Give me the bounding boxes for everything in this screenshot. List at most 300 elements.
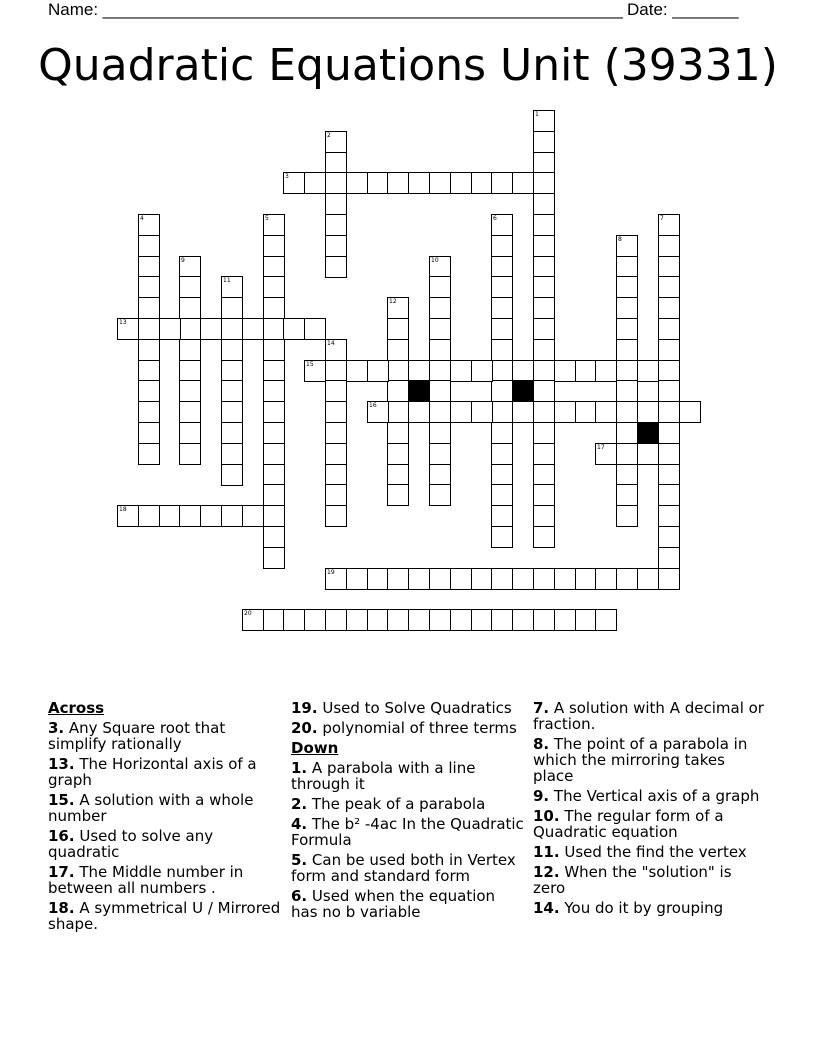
grid-cell[interactable] xyxy=(325,214,347,236)
grid-cell[interactable] xyxy=(658,401,680,423)
grid-cell[interactable] xyxy=(533,172,555,194)
grid-cell[interactable] xyxy=(179,318,201,340)
black-cell xyxy=(408,380,430,402)
grid-cell[interactable] xyxy=(595,401,617,423)
clue-item xyxy=(48,828,283,860)
clue-item-number: 1. xyxy=(291,759,308,777)
grid-cell[interactable] xyxy=(117,505,139,527)
grid-cell[interactable] xyxy=(533,360,555,382)
grid-cell[interactable] xyxy=(179,380,201,402)
grid-cell[interactable] xyxy=(471,360,493,382)
grid-cell[interactable] xyxy=(387,464,409,486)
grid-cell[interactable] xyxy=(616,235,638,257)
grid-cell[interactable] xyxy=(325,443,347,465)
grid-cell[interactable] xyxy=(533,339,555,361)
clue-number: 17 xyxy=(597,444,605,451)
grid-cell[interactable] xyxy=(491,422,513,444)
clue-item-number: 16. xyxy=(48,827,75,845)
clue-number: 13 xyxy=(119,319,127,326)
grid-cell[interactable] xyxy=(138,401,160,423)
grid-cell[interactable] xyxy=(429,318,451,340)
grid-cell[interactable] xyxy=(429,297,451,319)
grid-cell[interactable] xyxy=(138,360,160,382)
grid-cell[interactable] xyxy=(637,360,659,382)
grid-cell[interactable] xyxy=(221,464,243,486)
grid-cell[interactable] xyxy=(387,318,409,340)
grid-cell[interactable] xyxy=(512,172,534,194)
grid-cell[interactable] xyxy=(533,526,555,548)
grid-cell[interactable] xyxy=(595,360,617,382)
grid-cell[interactable] xyxy=(138,505,160,527)
clue-item-number: 11. xyxy=(533,843,560,861)
grid-cell[interactable] xyxy=(179,422,201,444)
clue-item xyxy=(48,864,283,896)
grid-cell[interactable] xyxy=(533,380,555,402)
black-cell xyxy=(637,422,659,444)
clue-item-text: Used to Solve Quadratics xyxy=(317,699,512,717)
clue-item xyxy=(533,788,768,804)
grid-cell[interactable] xyxy=(387,443,409,465)
clue-item xyxy=(533,844,768,860)
clue-item-number: 13. xyxy=(48,755,75,773)
grid-cell[interactable] xyxy=(325,131,347,153)
grid-cell[interactable] xyxy=(429,360,451,382)
grid-cell[interactable] xyxy=(387,360,409,382)
grid-cell[interactable] xyxy=(616,505,638,527)
grid-cell[interactable] xyxy=(471,609,493,631)
grid-cell[interactable] xyxy=(387,568,409,590)
grid-cell[interactable] xyxy=(117,318,139,340)
grid-cell[interactable] xyxy=(242,609,264,631)
clue-item-number: 5. xyxy=(291,851,308,869)
grid-cell[interactable] xyxy=(658,256,680,278)
grid-cell[interactable] xyxy=(179,339,201,361)
grid-cell[interactable] xyxy=(658,443,680,465)
grid-cell[interactable] xyxy=(471,401,493,423)
grid-cell[interactable] xyxy=(179,360,201,382)
grid-cell[interactable] xyxy=(575,609,597,631)
clue-item xyxy=(291,700,526,716)
clue-item-text: Used the find the vertex xyxy=(559,843,747,861)
grid-cell[interactable] xyxy=(283,318,305,340)
grid-cell[interactable] xyxy=(138,339,160,361)
grid-cell[interactable] xyxy=(429,276,451,298)
clue-number: 15 xyxy=(306,361,314,368)
grid-cell[interactable] xyxy=(491,172,513,194)
grid-cell[interactable] xyxy=(325,360,347,382)
grid-cell[interactable] xyxy=(242,318,264,340)
grid-cell[interactable] xyxy=(138,380,160,402)
grid-cell[interactable] xyxy=(658,339,680,361)
grid-cell[interactable] xyxy=(325,235,347,257)
grid-cell[interactable] xyxy=(616,318,638,340)
grid-cell[interactable] xyxy=(408,568,430,590)
grid-cell[interactable] xyxy=(221,318,243,340)
grid-cell[interactable] xyxy=(471,568,493,590)
grid-cell[interactable] xyxy=(616,464,638,486)
grid-cell[interactable] xyxy=(658,464,680,486)
grid-cell[interactable] xyxy=(429,443,451,465)
grid-cell[interactable] xyxy=(179,505,201,527)
clue-number: 6 xyxy=(493,215,497,222)
grid-cell[interactable] xyxy=(533,422,555,444)
clue-item-text: polynomial of three terms xyxy=(317,719,517,737)
grid-cell[interactable] xyxy=(658,568,680,590)
grid-cell[interactable] xyxy=(325,609,347,631)
grid-cell[interactable] xyxy=(533,401,555,423)
grid-cell[interactable] xyxy=(595,443,617,465)
grid-cell[interactable] xyxy=(429,172,451,194)
grid-cell[interactable] xyxy=(429,568,451,590)
grid-cell[interactable] xyxy=(575,568,597,590)
grid-cell[interactable] xyxy=(304,609,326,631)
grid-cell[interactable] xyxy=(325,505,347,527)
clue-item-text: The Middle number in between all numbers . xyxy=(48,863,244,897)
grid-cell[interactable] xyxy=(325,380,347,402)
grid-cell[interactable] xyxy=(637,568,659,590)
grid-cell[interactable] xyxy=(179,401,201,423)
clue-item-text: Used to solve any quadratic xyxy=(48,827,214,861)
grid-cell[interactable] xyxy=(533,214,555,236)
name-field-label: Name: _______________________________________________________ xyxy=(48,0,623,19)
clue-column-3 xyxy=(533,700,768,920)
grid-cell[interactable] xyxy=(429,380,451,402)
grid-cell[interactable] xyxy=(346,568,368,590)
clue-item xyxy=(533,808,768,840)
clue-item-number: 20. xyxy=(291,719,318,737)
grid-cell[interactable] xyxy=(408,360,430,382)
grid-cell[interactable] xyxy=(138,297,160,319)
grid-cell[interactable] xyxy=(325,152,347,174)
grid-cell[interactable] xyxy=(471,172,493,194)
grid-cell[interactable] xyxy=(679,401,701,423)
clue-number: 2 xyxy=(327,132,331,139)
down-heading: Down xyxy=(291,739,339,757)
grid-cell[interactable] xyxy=(491,318,513,340)
grid-cell[interactable] xyxy=(658,505,680,527)
grid-cell[interactable] xyxy=(221,297,243,319)
grid-cell[interactable] xyxy=(429,609,451,631)
grid-cell[interactable] xyxy=(491,401,513,423)
grid-cell[interactable] xyxy=(658,214,680,236)
clue-item-text: When the "solution" is zero xyxy=(533,863,732,897)
grid-cell[interactable] xyxy=(533,110,555,132)
grid-cell[interactable] xyxy=(325,422,347,444)
grid-cell[interactable] xyxy=(179,443,201,465)
date-field-label: Date: _______ xyxy=(627,0,739,19)
clue-item-number: 19. xyxy=(291,699,318,717)
grid-cell[interactable] xyxy=(325,172,347,194)
grid-cell[interactable] xyxy=(263,360,285,382)
grid-cell[interactable] xyxy=(138,443,160,465)
grid-cell[interactable] xyxy=(346,360,368,382)
grid-cell[interactable] xyxy=(533,256,555,278)
grid-cell[interactable] xyxy=(138,318,160,340)
grid-cell[interactable] xyxy=(263,214,285,236)
grid-cell[interactable] xyxy=(325,568,347,590)
clue-item-number: 7. xyxy=(533,699,550,717)
clue-item-text: The point of a parabola in which the mirroring takes place xyxy=(533,735,748,785)
grid-cell[interactable] xyxy=(450,172,472,194)
grid-cell[interactable] xyxy=(533,297,555,319)
grid-cell[interactable] xyxy=(491,568,513,590)
grid-cell[interactable] xyxy=(450,401,472,423)
grid-cell[interactable] xyxy=(429,401,451,423)
grid-cell[interactable] xyxy=(200,505,222,527)
grid-cell[interactable] xyxy=(263,276,285,298)
clue-item-text: Can be used both in Vertex form and standard form xyxy=(291,851,516,885)
grid-cell[interactable] xyxy=(346,609,368,631)
grid-cell[interactable] xyxy=(491,526,513,548)
grid-cell[interactable] xyxy=(408,609,430,631)
grid-cell[interactable] xyxy=(491,339,513,361)
clue-item-text: The regular form of a Quadratic equation xyxy=(533,807,724,841)
grid-cell[interactable] xyxy=(533,484,555,506)
grid-cell[interactable] xyxy=(491,484,513,506)
grid-cell[interactable] xyxy=(263,318,285,340)
grid-cell[interactable] xyxy=(512,568,534,590)
grid-cell[interactable] xyxy=(387,422,409,444)
grid-cell[interactable] xyxy=(658,235,680,257)
grid-cell[interactable] xyxy=(408,401,430,423)
grid-cell[interactable] xyxy=(200,318,222,340)
grid-cell[interactable] xyxy=(512,609,534,631)
grid-cell[interactable] xyxy=(138,256,160,278)
clue-item xyxy=(533,700,768,732)
clue-number: 20 xyxy=(244,610,252,617)
grid-cell[interactable] xyxy=(637,443,659,465)
grid-cell[interactable] xyxy=(658,380,680,402)
grid-cell[interactable] xyxy=(263,297,285,319)
grid-cell[interactable] xyxy=(283,172,305,194)
grid-cell[interactable] xyxy=(616,297,638,319)
grid-cell[interactable] xyxy=(263,484,285,506)
grid-cell[interactable] xyxy=(429,256,451,278)
clue-number: 7 xyxy=(660,215,664,222)
grid-cell[interactable] xyxy=(575,360,597,382)
grid-cell[interactable] xyxy=(616,443,638,465)
grid-cell[interactable] xyxy=(325,256,347,278)
grid-cell[interactable] xyxy=(263,609,285,631)
clue-column-1 xyxy=(48,700,283,936)
grid-cell[interactable] xyxy=(138,422,160,444)
grid-cell[interactable] xyxy=(221,380,243,402)
grid-cell[interactable] xyxy=(387,484,409,506)
grid-cell[interactable] xyxy=(325,339,347,361)
grid-cell[interactable] xyxy=(387,297,409,319)
clue-item-number: 18. xyxy=(48,899,75,917)
grid-cell[interactable] xyxy=(159,505,181,527)
grid-cell[interactable] xyxy=(554,360,576,382)
grid-cell[interactable] xyxy=(595,568,617,590)
clue-item xyxy=(48,756,283,788)
grid-cell[interactable] xyxy=(533,152,555,174)
grid-cell[interactable] xyxy=(491,464,513,486)
grid-cell[interactable] xyxy=(658,276,680,298)
grid-cell[interactable] xyxy=(263,526,285,548)
grid-cell[interactable] xyxy=(387,339,409,361)
grid-cell[interactable] xyxy=(429,422,451,444)
grid-cell[interactable] xyxy=(533,568,555,590)
grid-cell[interactable] xyxy=(658,318,680,340)
clue-item-number: 10. xyxy=(533,807,560,825)
grid-cell[interactable] xyxy=(533,276,555,298)
grid-cell[interactable] xyxy=(221,505,243,527)
grid-cell[interactable] xyxy=(387,401,409,423)
grid-cell[interactable] xyxy=(429,464,451,486)
grid-cell[interactable] xyxy=(263,235,285,257)
grid-cell[interactable] xyxy=(325,401,347,423)
clue-item xyxy=(533,864,768,896)
grid-cell[interactable] xyxy=(491,256,513,278)
grid-cell[interactable] xyxy=(637,401,659,423)
grid-cell[interactable] xyxy=(221,422,243,444)
grid-cell[interactable] xyxy=(263,443,285,465)
grid-cell[interactable] xyxy=(616,484,638,506)
grid-cell[interactable] xyxy=(179,276,201,298)
grid-cell[interactable] xyxy=(367,401,389,423)
clue-item xyxy=(291,760,526,792)
grid-cell[interactable] xyxy=(616,339,638,361)
grid-cell[interactable] xyxy=(491,380,513,402)
grid-cell[interactable] xyxy=(491,297,513,319)
grid-cell[interactable] xyxy=(138,214,160,236)
grid-cell[interactable] xyxy=(616,360,638,382)
grid-cell[interactable] xyxy=(512,360,534,382)
grid-cell[interactable] xyxy=(491,235,513,257)
grid-cell[interactable] xyxy=(533,443,555,465)
grid-cell[interactable] xyxy=(533,131,555,153)
grid-cell[interactable] xyxy=(616,401,638,423)
grid-cell[interactable] xyxy=(221,339,243,361)
grid-cell[interactable] xyxy=(533,318,555,340)
grid-cell[interactable] xyxy=(242,505,264,527)
grid-cell[interactable] xyxy=(221,360,243,382)
clue-item xyxy=(291,816,526,848)
grid-cell[interactable] xyxy=(533,464,555,486)
grid-cell[interactable] xyxy=(512,401,534,423)
grid-cell[interactable] xyxy=(263,547,285,569)
clue-item xyxy=(533,736,768,784)
grid-cell[interactable] xyxy=(491,505,513,527)
clue-item-text: The Vertical axis of a graph xyxy=(549,787,760,805)
clue-number: 8 xyxy=(618,236,622,243)
grid-cell[interactable] xyxy=(595,609,617,631)
grid-cell[interactable] xyxy=(159,318,181,340)
clue-item xyxy=(291,720,526,736)
grid-cell[interactable] xyxy=(387,380,409,402)
grid-cell[interactable] xyxy=(221,276,243,298)
grid-cell[interactable] xyxy=(179,297,201,319)
grid-cell[interactable] xyxy=(304,318,326,340)
grid-cell[interactable] xyxy=(533,235,555,257)
clue-item-number: 8. xyxy=(533,735,550,753)
clue-number: 19 xyxy=(327,569,335,576)
grid-cell[interactable] xyxy=(325,484,347,506)
grid-cell[interactable] xyxy=(554,401,576,423)
grid-cell[interactable] xyxy=(616,276,638,298)
grid-cell[interactable] xyxy=(450,609,472,631)
grid-cell[interactable] xyxy=(658,547,680,569)
grid-cell[interactable] xyxy=(346,172,368,194)
grid-cell[interactable] xyxy=(491,276,513,298)
grid-cell[interactable] xyxy=(658,526,680,548)
grid-cell[interactable] xyxy=(263,339,285,361)
grid-cell[interactable] xyxy=(304,360,326,382)
grid-cell[interactable] xyxy=(263,464,285,486)
clue-item-number: 15. xyxy=(48,791,75,809)
grid-cell[interactable] xyxy=(491,443,513,465)
grid-cell[interactable] xyxy=(491,609,513,631)
grid-cell[interactable] xyxy=(491,360,513,382)
grid-cell[interactable] xyxy=(450,360,472,382)
page-title: Quadratic Equations Unit (39331) xyxy=(38,40,778,91)
grid-cell[interactable] xyxy=(658,360,680,382)
grid-cell[interactable] xyxy=(491,214,513,236)
grid-cell[interactable] xyxy=(429,484,451,506)
grid-cell[interactable] xyxy=(325,193,347,215)
clue-item-text: A solution with a whole number xyxy=(48,791,254,825)
grid-cell[interactable] xyxy=(408,172,430,194)
grid-cell[interactable] xyxy=(554,568,576,590)
grid-cell[interactable] xyxy=(429,339,451,361)
grid-cell[interactable] xyxy=(138,235,160,257)
clue-item xyxy=(291,852,526,884)
grid-cell[interactable] xyxy=(263,256,285,278)
grid-cell[interactable] xyxy=(533,505,555,527)
grid-cell[interactable] xyxy=(616,256,638,278)
clue-number: 18 xyxy=(119,506,127,513)
grid-cell[interactable] xyxy=(367,609,389,631)
grid-cell[interactable] xyxy=(616,380,638,402)
clue-item-text: Used when the equation has no b variable xyxy=(291,887,496,921)
grid-cell[interactable] xyxy=(263,380,285,402)
grid-cell[interactable] xyxy=(367,172,389,194)
grid-cell[interactable] xyxy=(263,422,285,444)
grid-cell[interactable] xyxy=(387,172,409,194)
grid-cell[interactable] xyxy=(179,256,201,278)
grid-cell[interactable] xyxy=(533,609,555,631)
clue-item xyxy=(48,720,283,752)
grid-cell[interactable] xyxy=(304,172,326,194)
clue-column-2 xyxy=(291,700,526,924)
grid-cell[interactable] xyxy=(221,443,243,465)
grid-cell[interactable] xyxy=(387,609,409,631)
grid-cell[interactable] xyxy=(263,401,285,423)
grid-cell[interactable] xyxy=(221,401,243,423)
grid-cell[interactable] xyxy=(554,609,576,631)
clue-number: 3 xyxy=(285,173,289,180)
grid-cell[interactable] xyxy=(450,568,472,590)
grid-cell[interactable] xyxy=(616,568,638,590)
grid-cell[interactable] xyxy=(325,464,347,486)
grid-cell[interactable] xyxy=(367,360,389,382)
across-heading: Across xyxy=(48,699,105,717)
grid-cell[interactable] xyxy=(263,505,285,527)
clue-number: 16 xyxy=(369,402,377,409)
clue-item-number: 9. xyxy=(533,787,550,805)
grid-cell[interactable] xyxy=(658,297,680,319)
grid-cell[interactable] xyxy=(658,484,680,506)
grid-cell[interactable] xyxy=(533,193,555,215)
grid-cell[interactable] xyxy=(616,422,638,444)
grid-cell[interactable] xyxy=(367,568,389,590)
grid-cell[interactable] xyxy=(138,276,160,298)
grid-cell[interactable] xyxy=(283,609,305,631)
grid-cell[interactable] xyxy=(575,401,597,423)
grid-cell[interactable] xyxy=(658,422,680,444)
clue-item xyxy=(48,900,283,932)
